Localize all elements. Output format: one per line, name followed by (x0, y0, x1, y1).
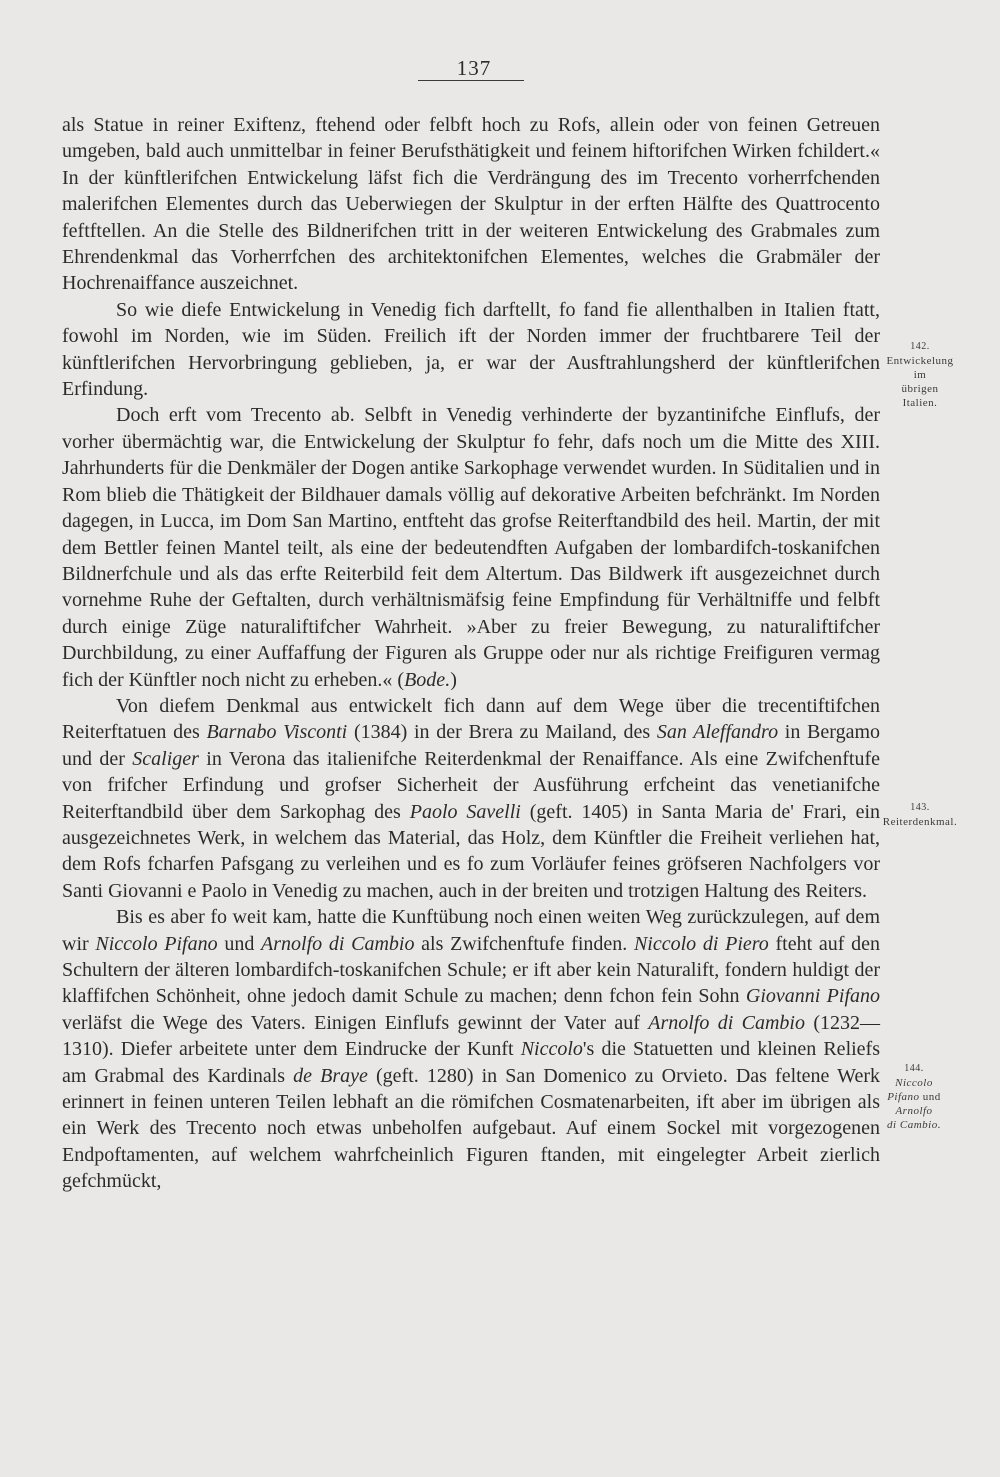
italic-run: Arnolfo di Cambio (261, 932, 415, 955)
text-run: und (217, 932, 262, 955)
text-run: So wie diefe Entwickelung in Venedig fich darftellt, fo fand fie allenthalben in Italien ftatt, fowohl im Norden, wie im Süden. Freilich ift der Norden immer der fruchtbarere Teil der künftlerifchen Hervorbringung geblieben, ja, er war der Ausftrahlungsherd der künftlerifchen Erfindung. (62, 298, 880, 401)
text-run: Doch erft vom Trecento ab. Selbft in Venedig verhinderte der byzantinifche Einflufs, der vorher übermächtig war, die Entwickelung der Skulptur fo fehr, dafs noch um die Mitte des XIII. Jahrhunderts für die Denkmäler der Dogen antike Sarkophage verwendet wurden. In Süditalien und in Rom blieb die Thätigkeit der Bildhauer damals völlig auf dekorative Arbeiten befchränkt. Im Norden dagegen, in Lucca, im Dom San Martino, entfteht das grofse Reiterftandbild des heil. Martin, der mit dem Bettler feinen Mantel teilt, als eine der bedeutendften Aufgaben der lombardifch-toskanifchen Bildnerfchule und als das erfte Reiterbild feit dem Altertum. Das Bildwerk ift ausgezeichnet durch vornehme Ruhe der Geftalten, durch verhältnismäfsig feine Empfindung für Verhältniffe und felbft durch einige Züge naturaliftifcher Wahrheit. »Aber zu freier Bewegung, zu naturaliftifcher Durchbildung, zu einer Auffaffung der Figuren als Gruppe oder nur als richtige Freifiguren vermag fich der Künftler noch nicht zu erheben.« ( (62, 404, 880, 691)
margin-note-142 (882, 340, 958, 410)
margin-note-144 (872, 1062, 956, 1132)
text-run: 's die Statuetten und kleinen Reliefs am Grabmal des Kardinals (62, 1038, 880, 1087)
italic-run: Paolo Savelli (409, 800, 521, 823)
margin-note-line: Reiterdenkmal. (882, 816, 958, 828)
paragraph (62, 693, 880, 904)
margin-note-line: di Cambio. (887, 1119, 941, 1131)
margin-note-line: Entwickelung (886, 355, 954, 367)
page-number-rule (418, 80, 524, 81)
body-text (62, 112, 880, 1195)
text-run: (1384) in der Brera zu Mailand, des (347, 721, 657, 744)
italic-run: Niccolo di Piero (633, 932, 769, 955)
text-run: (geft. 1405) in Santa Maria de' Frari, ein ausgezeichnetes Werk, in welchem das Material, das Holz, dem Künftler die Freiheit verliehen hat, dem Rofs fcharfen Pafsgang zu verleihen und es fo zum Vorläufer feines gröfseren Nachfolgers vor Santi Giovanni e Paolo in Venedig zu machen, auch in der breiten und trotzigen Haltung des Reiters. (62, 800, 881, 902)
paragraph (62, 402, 880, 692)
italic-run: San Aleffandro (656, 721, 779, 744)
margin-note-number: 144. (904, 1063, 924, 1074)
margin-note-line: und (919, 1091, 941, 1103)
margin-note-line: Niccolo (895, 1077, 933, 1089)
italic-run: Giovanni Pifano (745, 985, 880, 1008)
paragraph (62, 297, 880, 403)
text-run: (1232—1310). Diefer arbeitete unter dem Eindrucke der Kunft (62, 1011, 880, 1061)
italic-run: Barnabo Visconti (206, 721, 348, 744)
text-run: in Verona das italienifche Reiterdenkmal der Renaiffance. Als eine Zwifchenftufe von frifcher Erfindung und grofser Sicherheit der Ausführung erfcheint das venetianifche Reiterftandbild über dem Sarkophag des (62, 747, 880, 823)
text-run: als Zwifchenftufe finden. (414, 932, 634, 955)
margin-note-line: Arnolfo (895, 1105, 933, 1117)
text-run: Von diefem Denkmal aus entwickelt fich dann auf dem Wege über die trecentiftifchen Reiterftatuen des (62, 694, 880, 744)
paragraph (62, 904, 880, 1194)
text-run: in Bergamo und der (62, 721, 880, 770)
italic-run: Bode. (404, 668, 451, 691)
italic-run: Scaliger (132, 747, 199, 770)
text-run: (geft. 1280) in San Domenico zu Orvieto. Das feltene Werk erinnert in feinen unteren Teilen lebhaft an die römifchen Cosmatenarbeiten, ift aber im übrigen als ein Werk des Trecento noch etwas unbeholfen aufgebaut. Auf einem Sockel mit vorgezogenen Endpoftamenten, auf welchem wahrfcheinlich Figuren ftanden, mit eingelegter Arbeit zierlich gefchmückt, (62, 1064, 880, 1193)
text-run: fteht auf den Schultern der älteren lombardifch-toskanifchen Schule; er ift aber kein Naturalift, fondern huldigt der klaffifchen Schönheit, ohne jedoch damit Schule zu machen; denn fchon fein Sohn (62, 932, 880, 1008)
italic-run: de Braye (293, 1064, 368, 1087)
page-number: 137 (456, 56, 492, 80)
margin-note-143 (870, 801, 970, 829)
margin-note-line: übrigen (901, 383, 939, 395)
text-run: ) (450, 668, 457, 691)
margin-note-line: Italien. (902, 397, 938, 409)
text-run: verläfst die Wege des Vaters. Einigen Einflufs gewinnt der Vater auf (62, 1011, 649, 1034)
margin-note-number: 143. (910, 802, 930, 813)
margin-note-line: Pifano (887, 1091, 920, 1103)
text-run: Bis es aber fo weit kam, hatte die Kunftübung noch einen weiten Weg zurückzulegen, auf dem wir (62, 906, 880, 955)
italic-run: Niccolo (520, 1038, 583, 1061)
text-run: als Statue in reiner Exiftenz, ftehend oder felbft hoch zu Rofs, allein oder von feinen Getreuen umgeben, bald auch unmittelbar in feiner Berufsthätigkeit und feinem hiftorifchen Wirken fchildert.« In der künftlerifchen Entwickelung läfst fich die Verdrängung des im Trecento vorherrfchenden malerifchen Elementes durch das Ueberwiegen der Skulptur in der erften Hälfte des Quattrocento feftftellen. An die Stelle des Bildnerifchen tritt in der weiteren Entwickelung des Grabmales zum Ehrendenkmal das Vorherrfchen des architektonifchen Elementes, welches die Grabmäler der Hochrenaiffance auszeichnet. (62, 114, 880, 295)
paragraph (62, 112, 880, 297)
italic-run: Arnolfo di Cambio (648, 1011, 805, 1034)
margin-note-line: im (913, 369, 927, 381)
margin-note-number: 142. (910, 341, 930, 352)
italic-run: Niccolo Pifano (95, 932, 218, 955)
